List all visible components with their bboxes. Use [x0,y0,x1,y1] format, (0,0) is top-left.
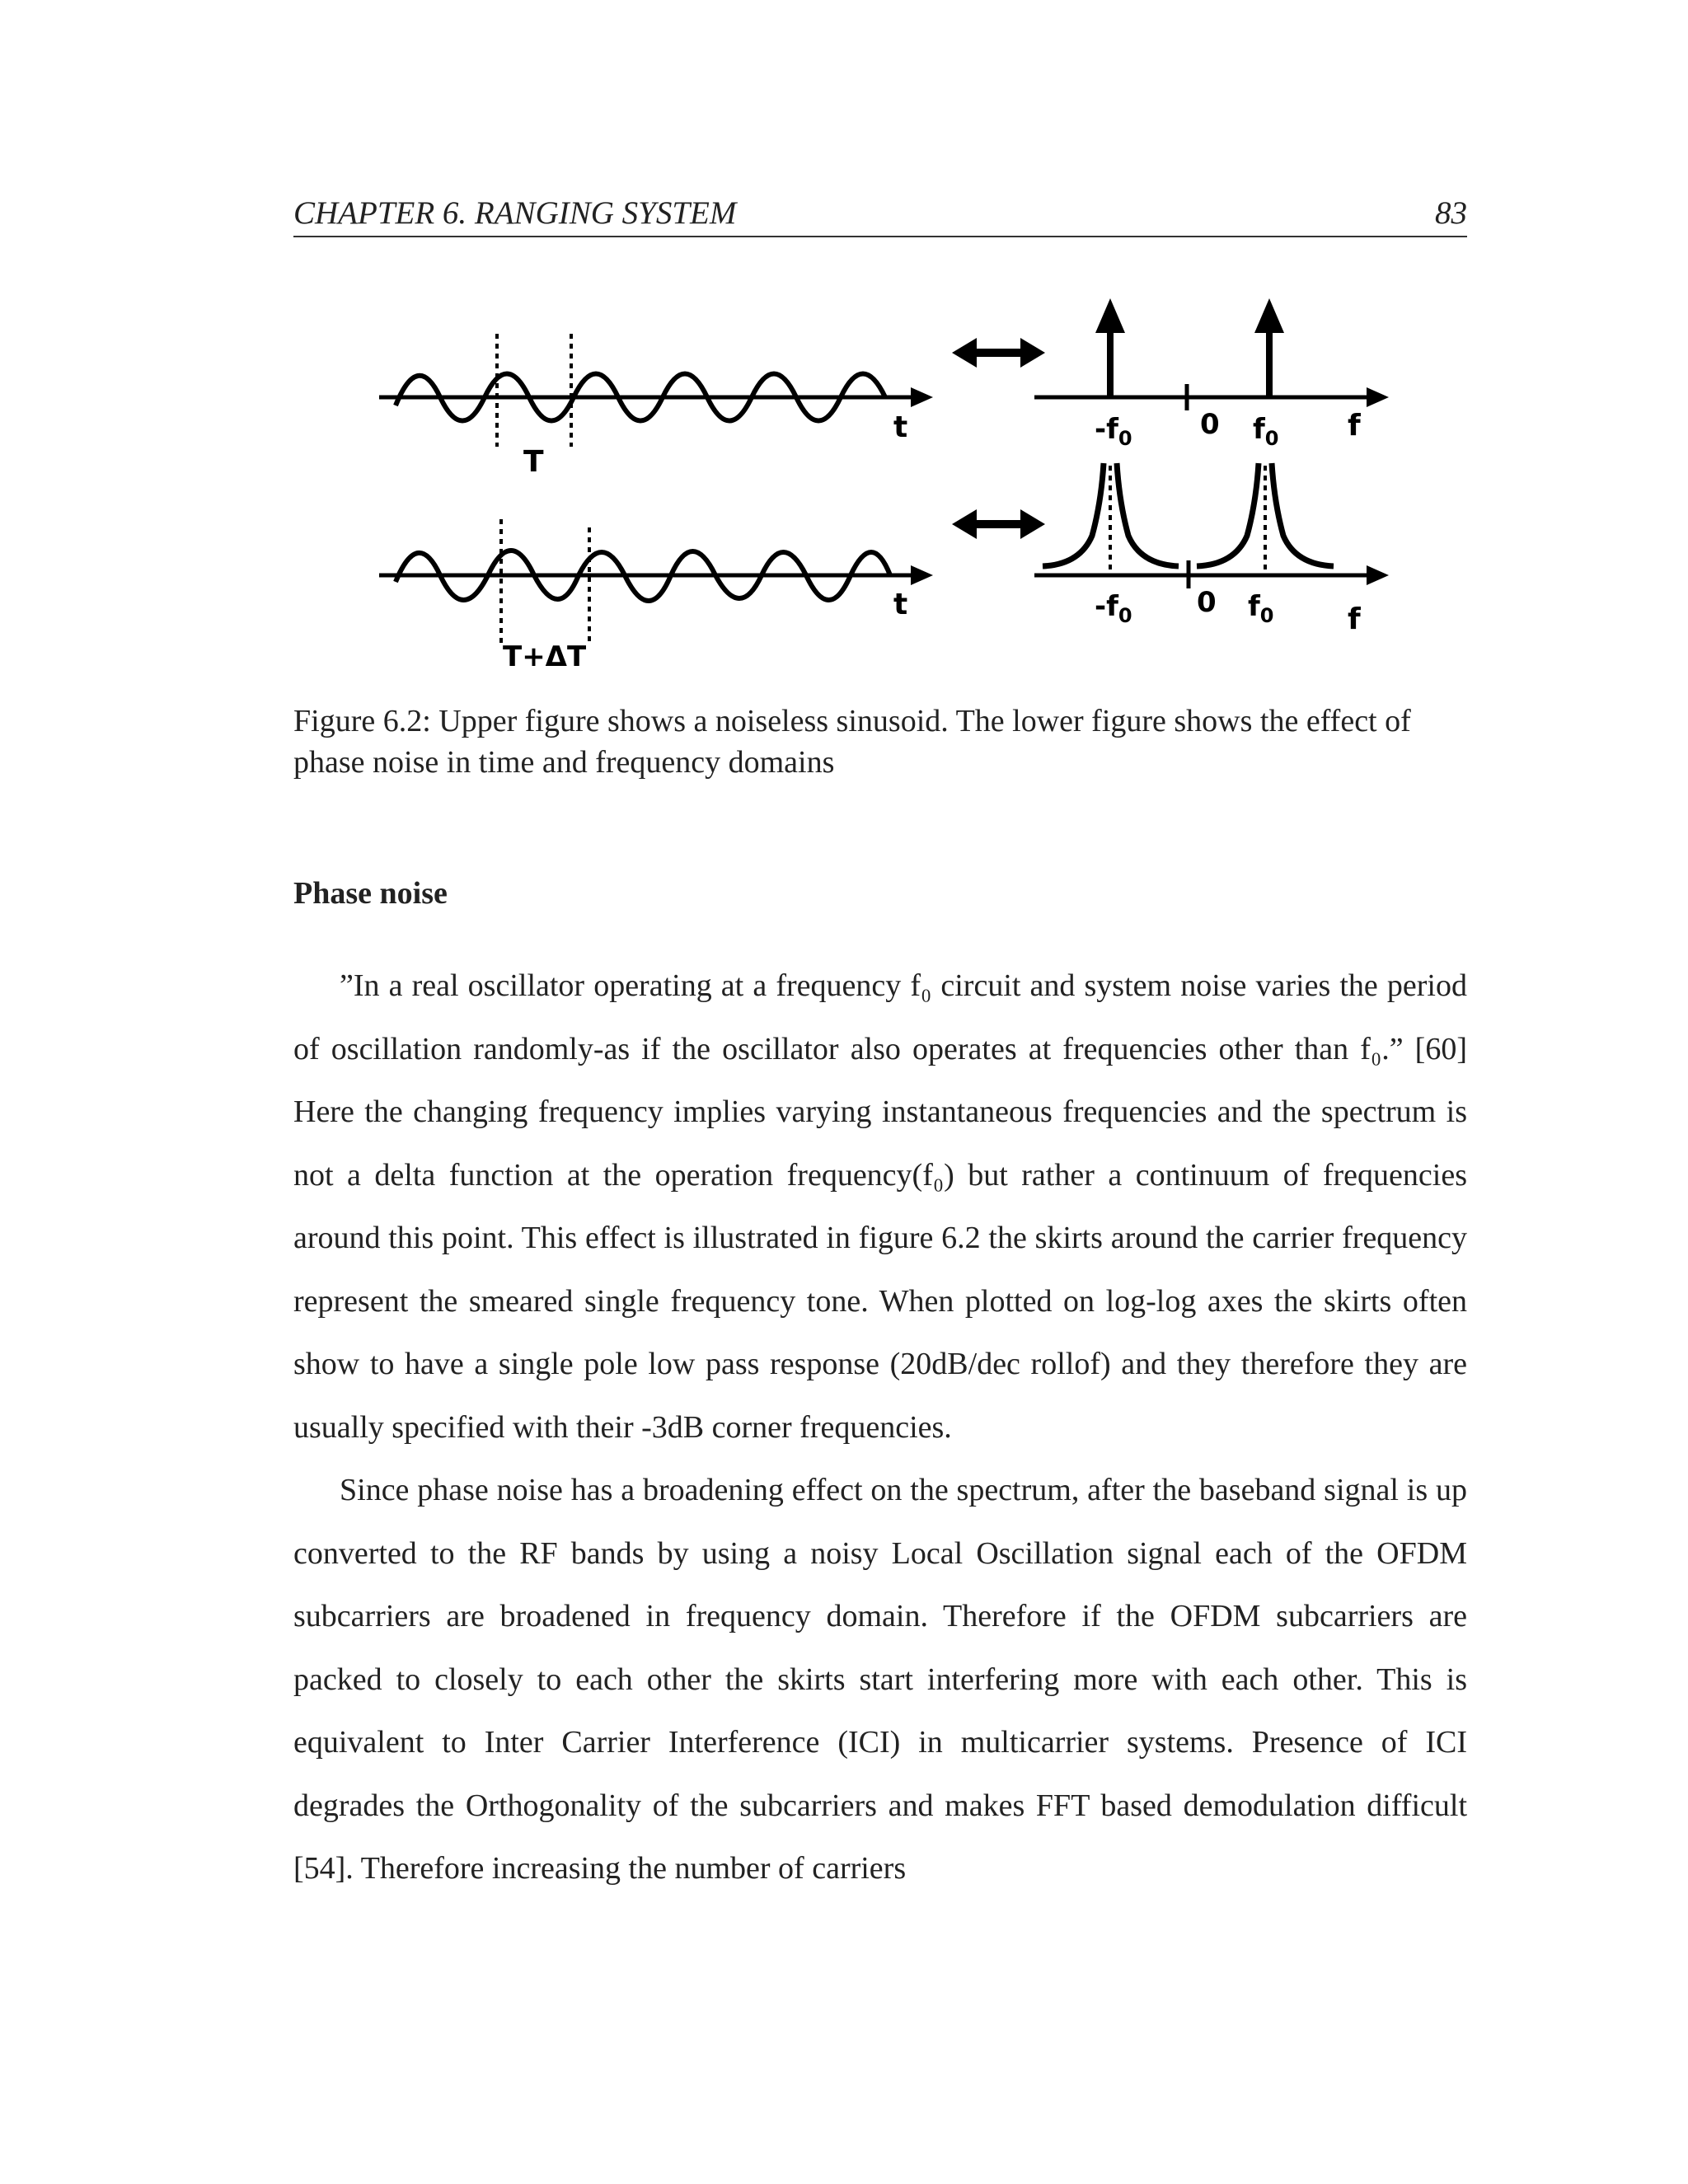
top-time-arrowhead [911,387,933,407]
phase-noise-figure [363,288,1393,676]
bottom-zero-label: 0 [1197,586,1217,619]
top-impulse-neg-arrowhead [1095,298,1125,333]
top-freq-arrowhead [1367,387,1389,407]
top-time-axis-label: t [893,410,908,444]
bottom-neg-freq-label: $-f_0$ [1095,590,1132,627]
top-freq-panel [1034,298,1389,450]
body-text [293,954,1467,1900]
bottom-pos-freq-label: $f_0$ [1248,590,1274,627]
bottom-freq-axis-label: f [1348,602,1361,636]
bottom-fourier-double-arrow [952,509,1045,539]
running-head: CHAPTER 6. RANGING SYSTEM [293,195,737,231]
bottom-freq-panel [1034,463,1389,636]
bottom-time-arrowhead [911,565,933,585]
page-number: 83 [1435,195,1467,231]
top-impulse-pos-arrowhead [1254,298,1284,333]
section-heading: Phase noise [293,876,448,911]
top-freq-axis-label: f [1348,409,1361,443]
paragraph: Since phase noise has a broadening effect on the spectrum, after the baseband signal is up converted to the RF bands by using a noisy Local Oscillation signal each of the OFDM subcarriers are broadened in frequency domain. Therefore if the OFDM subcarriers are packed to closely to each other the skirts start interfering more with each other. This is equivalent to Inter Carrier Interference (ICI) in multicarrier systems. Presence of ICI degrades the Orthogonality of the subcarriers and makes FFT based demodulation difficult [54]. Therefore increasing the number of carriers [293,1473,1467,1886]
top-zero-label: 0 [1200,408,1220,441]
top-period-label: T [523,445,544,479]
page-header [293,191,1467,237]
bottom-period-label: T+ΔT [503,640,587,673]
figure-caption: Figure 6.2: Upper figure shows a noiseless sinusoid. The lower figure shows the effect of phase noise in time and frequency domains [293,704,1411,780]
bottom-freq-arrowhead [1367,565,1389,585]
top-time-panel [379,334,933,479]
paragraph: ”In a real oscillator operating at a frequency f₀ circuit and system noise varies the period of oscillation randomly-as if the oscillator also operates at frequencies other than f₀.” [60] Here the changing frequency implies varying instantaneous frequencies and the spectrum is not a delta function at the operation frequency(f₀) but rather a continuum of frequencies around this point. This effect is illustrated in figure 6.2 the skirts around the carrier frequency represent the smeared single frequency tone. When plotted on log-log axes the skirts often show to have a single pole low pass response (20dB/dec rollof) and they therefore they are usually specified with their -3dB corner frequencies. [293,968,1467,1445]
top-fourier-double-arrow [952,338,1045,368]
bottom-time-panel [379,519,933,673]
top-neg-freq-label: $-f_0$ [1095,413,1132,450]
bottom-time-axis-label: t [893,588,908,621]
top-pos-freq-label: $f_0$ [1253,413,1279,450]
